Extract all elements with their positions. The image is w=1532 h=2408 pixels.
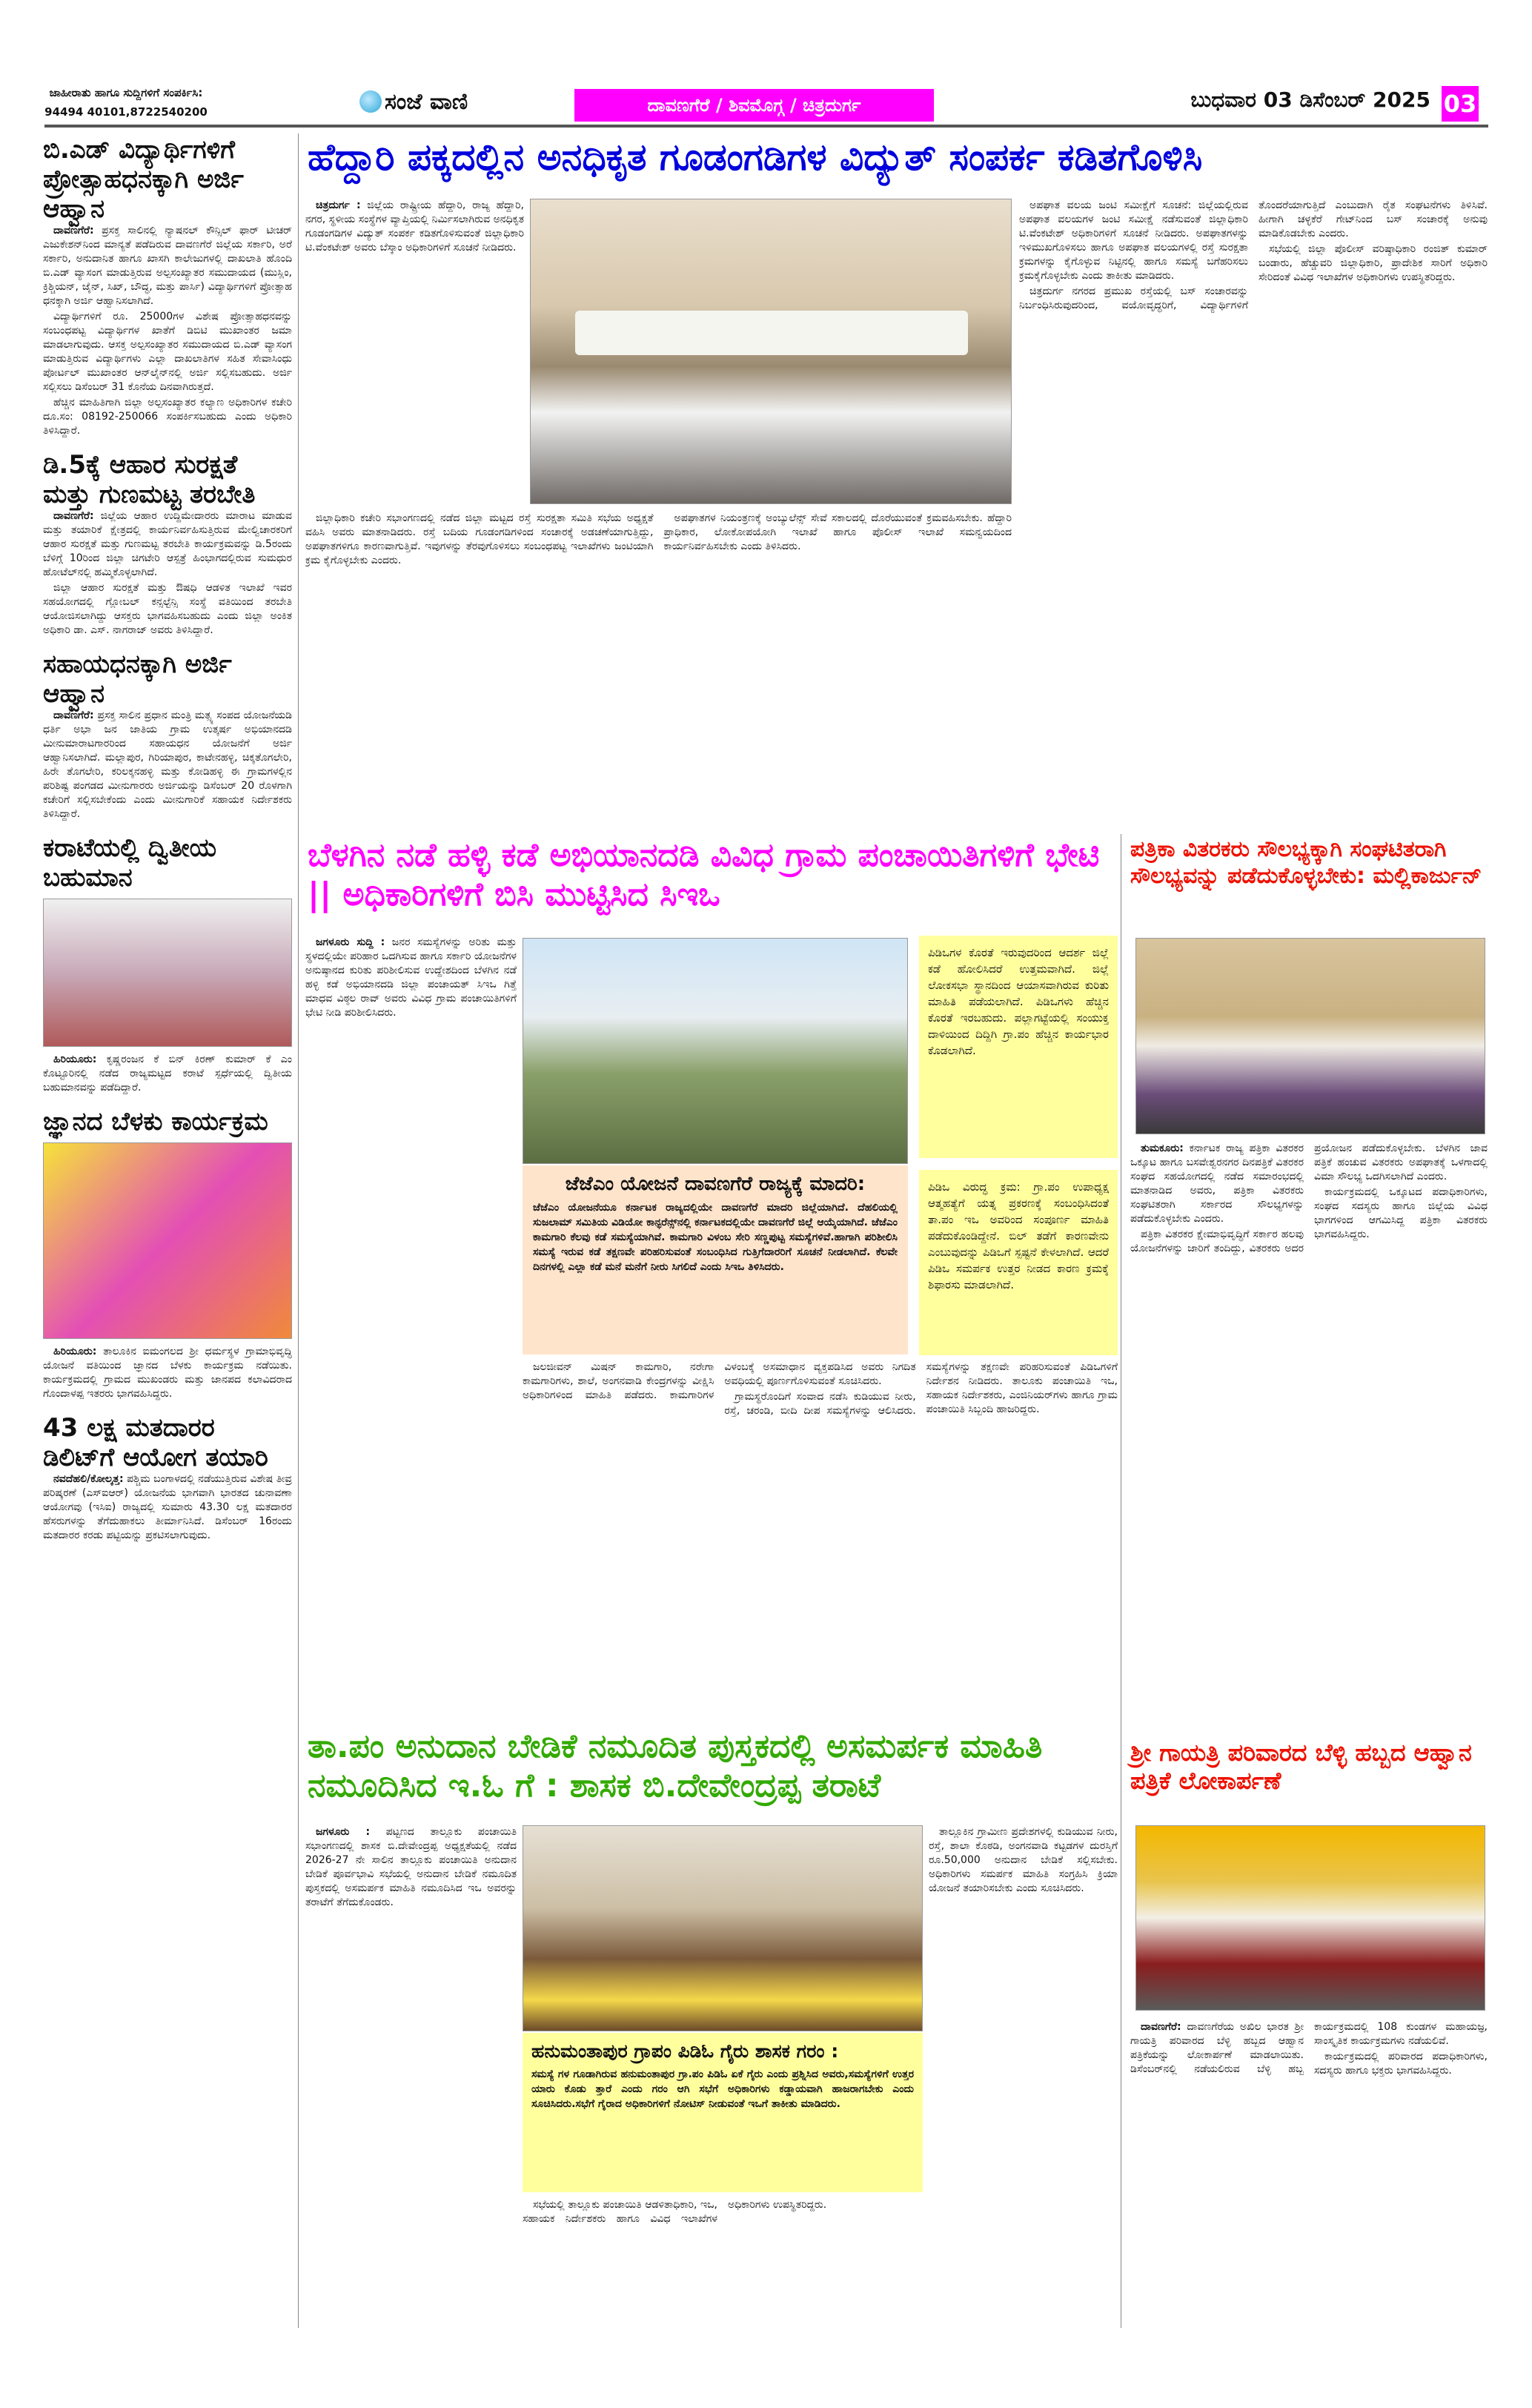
dateline: ಜಗಳೂರು :	[316, 1826, 371, 1838]
pdo-shortage-box: ಪಿಡಿಒಗಳ ಕೊರತೆ ಇರುವುದರಿಂದ ಆದರ್ಶ ಜಿಲ್ಲೆ ಕಡೆ ಹೋಲಿಸಿದರೆ ಉತ್ತಮವಾಗಿದೆ. ಜಿಲ್ಲೆ ಲೋಕಸಭಾ ಸ್ಥಾನದಿಂದ ಆಯಾಸವಾಗಿರುವ ಕುರಿತು ಮಾಹಿತಿ ಪಡೆಯಲಾಗಿದೆ. ಪಿಡಿಒಗಳು ಹೆಚ್ಚಿನ ಕೊರತೆ ಇರಬಹುದು. ಪಲ್ಲಾಗಟ್ಟೆಯಲ್ಲಿ ಸಂಯುಕ್ತ ದಾಳಿಯಿಂದ ದಿದ್ದಿಗಿ ಗ್ರಾ.ಪಂ ಹೆಚ್ಚಿನ ಕಾರ್ಯಭಾರ ಕೊಡಲಾಗಿದೆ.	[919, 936, 1118, 1158]
pdo-action-box: ಪಿಡಿಒ ವಿರುದ್ಧ ಕ್ರಮ: ಗ್ರಾ.ಪಂ ಉಪಾಧ್ಯಕ್ಷ ಆತ್ಮಹತ್ಯೆಗೆ ಯತ್ನ ಪ್ರಕರಣಕ್ಕೆ ಸಂಬಂಧಿಸಿದಂತೆ ತಾ.ಪಂ ಇಒ ಅವರಿಂದ ಸಂಪೂರ್ಣ ಮಾಹಿತಿ ಪಡೆದುಕೊಂಡಿದ್ದೇನೆ. ಬಿಲ್ ತಡೆಗೆ ಕಾರಣವೇನು ಎಂಬುವುದನ್ನು ಪಿಡಿಒಗೆ ಸ್ಪಷ್ಟನೆ ಕೇಳಲಾಗಿದೆ. ಆದರೆ ಪಿಡಿಒ ಸಮರ್ಪಕ ಉತ್ತರ ನೀಡದ ಕಾರಣ ಕ್ರಮಕ್ಕೆ ಶಿಫಾರಸು ಮಾಡಲಾಗಿದೆ.	[919, 1170, 1118, 1355]
paragraph-text: ಜಿಲ್ಲೆಯ ಆಹಾರ ಉದ್ದಿಮೇದಾರರು ಮಾರಾಟ ಮಾಡುವ ಮತ್ತು ತಯಾರಿಕೆ ಕ್ಷೇತ್ರದಲ್ಲಿ ಕಾರ್ಯನಿರ್ವಹಿಸುತ್ತಿರುವ ಮೇಲ್ವಿಚಾರಕರಿಗೆ ಆಹಾರ ಸುರಕ್ಷತೆ ಮತ್ತು ಗುಣಮಟ್ಟ ತರಬೇತಿ ಕಾರ್ಯಕ್ರಮವನ್ನು ಡಿ.5ರಂದು ಬೆಳಿಗ್ಗೆ 10ರಿಂದ ಜಿಲ್ಲಾ ಚಿಗಟೇರಿ ಆಸ್ಪತ್ರೆ ಹಿಂಭಾಗದಲ್ಲಿರುವ ಸುಮಧುರ ಹೋಟೆಲ್‌ನಲ್ಲಿ ಹಮ್ಮಿಕೊಳ್ಳಲಾಗಿದೆ.	[43, 510, 292, 578]
article-paragraph	[43, 310, 292, 394]
article-paragraph	[43, 224, 292, 308]
left-article	[43, 135, 292, 440]
paragraph-text: ಪ್ರಸಕ್ತ ಸಾಲಿನಲ್ಲಿ ನ್ಯಾಷನಲ್ ಕೌನ್ಸಿಲ್ ಫಾರ್ ಟೀಚರ್ ಎಜುಕೇಶನ್‌ನಿಂದ ಮಾನ್ಯತೆ ಪಡೆದಿರುವ ದಾವಣಗೆರೆ ಜಿಲ್ಲೆಯ ಸರ್ಕಾರಿ, ಅರೆ ಸರ್ಕಾರಿ, ಅನುದಾನಿತ ಹಾಗೂ ಖಾಸಗಿ ಕಾಲೇಜುಗಳಲ್ಲಿ ದಾಖಲಾತಿ ಹೊಂದಿ ಬಿ.ಎಡ್ ವ್ಯಾಸಂಗ ಮಾಡುತ್ತಿರುವ ಅಲ್ಪಸಂಖ್ಯಾತರ ಸಮುದಾಯದ (ಮುಸ್ಲಿಂ, ಕ್ರಿಶ್ಚಿಯನ್, ಜೈನ್, ಸಿಖ್, ಬೌದ್ಧ, ಮತ್ತು ಪಾರ್ಸಿ) ವಿದ್ಯಾರ್ಥಿಗಳಿಗೆ ಪ್ರೋತ್ಸಾಹ ಧನಕ್ಕಾಗಿ ಅರ್ಜಿ ಆಹ್ವಾನಿಸಲಾಗಿದೆ.	[43, 225, 292, 307]
paragraph-text: ಕಾರ್ಯಕ್ರಮದಲ್ಲಿ ಒಕ್ಕೂಟದ ಪದಾಧಿಕಾರಿಗಳು, ಸಂಘದ ಸದಸ್ಯರು ಹಾಗೂ ಜಿಲ್ಲೆಯ ವಿವಿಧ ಭಾಗಗಳಿಂದ ಆಗಮಿಸಿದ್ದ ಪತ್ರಿಕಾ ವಿತರಕರು ಭಾಗವಹಿಸಿದ್ದರು.	[1314, 1186, 1488, 1240]
paragraph-text: ಸಭೆಯಲ್ಲಿ ತಾಲ್ಲೂಕು ಪಂಚಾಯಿತಿ ಆಡಳಿತಾಧಿಕಾರಿ, ಇಒ, ಸಹಾಯಕ ನಿರ್ದೇಶಕರು ಹಾಗೂ ವಿವಿಧ ಇಲಾಖೆಗಳ ಅಧಿಕಾರಿಗಳು ಉಪಸ್ಥಿತರಿದ್ದರು.	[523, 2199, 827, 2225]
left-article-body	[43, 709, 292, 823]
right1-headline: ಪತ್ರಿಕಾ ವಿತರಕರು ಸೌಲಭ್ಯಕ್ಕಾಗಿ ಸಂಘಟಿತರಾಗಿ ಸೌಲಭ್ಯವನ್ನು ಪಡೆದುಕೊಳ್ಳಬೇಕು: ಮಲ್ಲಿಕಾರ್ಜುನ್	[1130, 836, 1482, 889]
meeting-photo	[530, 199, 1012, 504]
left-article	[43, 1107, 292, 1403]
hanumanthapura-box	[523, 2033, 923, 2192]
masthead-logo	[359, 83, 478, 120]
article-paragraph	[43, 581, 292, 638]
dateline: ದಾವಣಗೆರೆ:	[53, 225, 94, 236]
gayatri-event-photo	[1135, 1825, 1485, 2011]
karate-photo	[43, 899, 292, 1047]
left-article	[43, 450, 292, 639]
left-article-headline: ಜ್ಞಾನದ ಬೆಳಕು ಕಾರ್ಯಕ್ರಮ	[43, 1107, 268, 1137]
article-paragraph	[1259, 242, 1488, 285]
dateline: ಚಿತ್ರದುರ್ಗ :	[316, 199, 361, 211]
paragraph-text: ಅಪಘಾತ ವಲಯ ಜಂಟಿ ಸಮೀಕ್ಷೆಗೆ ಸೂಚನೆ: ಜಿಲ್ಲೆಯಲ್ಲಿರುವ ಅಪಘಾತ ವಲಯಗಳ ಜಂಟಿ ಸಮೀಕ್ಷೆ ನಡೆಸುವಂತೆ ಜಿಲ್ಲಾಧಿಕಾರಿ ಟಿ.ವೆಂಕಟೇಶ್ ಅಧಿಕಾರಿಗಳಿಗೆ ಸೂಚನೆ ನೀಡಿದರು. ಅಪಘಾತಗಳನ್ನು ಇಳಿಮುಖಗೊಳಿಸಲು ಹಾಗೂ ಅಪಘಾತ ವಲಯಗಳಲ್ಲಿ ರಸ್ತೆ ಸುರಕ್ಷತಾ ಕ್ರಮಗಳನ್ನು ಕೈಗೊಳ್ಳುವ ನಿಟ್ಟಿನಲ್ಲಿ ಹಾಗೂ ಸಮಸ್ಯೆ ಬಗೆಹರಿಸಲು ಕ್ರಮಕೈಗೊಳ್ಳಬೇಕು ಎಂದು ತಾಕೀತು ಮಾಡಿದರು.	[1019, 199, 1248, 282]
dateline: ತುಮಕೂರು:	[1141, 1142, 1184, 1154]
left-article-body	[43, 1053, 292, 1096]
bottom-story-headline: ತಾ.ಪಂ ಅನುದಾನ ಬೇಡಿಕೆ ನಮೂದಿತ ಪುಸ್ತಕದಲ್ಲಿ ಅಸಮರ್ಪಕ ಮಾಹಿತಿ ನಮೂದಿಸಿದ ಇ.ಓ ಗೆ : ಶಾಸಕ ಬಿ.ದೇವೇಂದ್ರಪ್ಪ ತರಾಟೆ	[308, 1727, 1043, 1805]
right2-headline: ಶ್ರೀ ಗಾಯತ್ರಿ ಪರಿವಾರದ ಬೆಳ್ಳಿ ಹಬ್ಬದ ಆಹ್ವಾನ ಪತ್ರಿಕೆ ಲೋಕಾರ್ಪಣೆ	[1130, 1739, 1472, 1796]
left-article	[43, 649, 292, 823]
paragraph-text: ಜಿಲ್ಲಾ ಆಹಾರ ಸುರಕ್ಷತೆ ಮತ್ತು ಔಷಧಿ ಆಡಳಿತ ಇಲಾಖೆ ಇವರ ಸಹಯೋಗದಲ್ಲಿ ಗ್ಲೋಬಲ್ ಕನ್ಸಲ್ಟೆನ್ಸಿ ಸಂಸ್ಥೆ ವತಿಯಿಂದ ತರಬೇತಿ ಆಯೋಜಿಸಲಾಗಿದ್ದು ಆಸಕ್ತರು ಭಾಗವಹಿಸಬಹುದು ಎಂದು ಜಿಲ್ಲಾ ಅಂಕಿತ ಅಧಿಕಾರಿ ಡಾ. ಎಸ್. ನಾಗರಾಜ್ ಅವರು ತಿಳಿಸಿದ್ದಾರೆ.	[43, 582, 292, 636]
left-article-headline: 43 ಲಕ್ಷ ಮತದಾರರ ಡಿಲಿಟ್‌ಗೆ ಆಯೋಗ ತಯಾರಿ	[43, 1413, 268, 1472]
edition-banner: ದಾವಣಗೆರೆ / ಶಿವಮೊಗ್ಗ / ಚಿತ್ರದುರ್ಗ	[574, 89, 934, 122]
left-article-body	[43, 509, 292, 639]
contact-phones: 94494 40101,8722540200	[44, 105, 208, 119]
paragraph-text: ವಿದ್ಯಾರ್ಥಿಗಳಿಗೆ ರೂ. 25000ಗಳ ವಿಶೇಷ ಪ್ರೋತ್ಸಾಹಧನವನ್ನು ಸಂಬಂಧಪಟ್ಟ ವಿದ್ಯಾರ್ಥಿಗಳ ಖಾತೆಗೆ ಡಿಬಿಟಿ ಮುಖಾಂತರ ಜಮಾ ಮಾಡಲಾಗುವುದು. ಆಸಕ್ತ ಅಲ್ಪಸಂಖ್ಯಾತರ ಸಮುದಾಯದ ಬಿ.ಎಡ್ ವ್ಯಾಸಂಗ ಮಾಡುತ್ತಿರುವ ವಿದ್ಯಾರ್ಥಿಗಳು ಎಲ್ಲಾ ದಾಖಲಾತಿಗಳ ಸಹಿತ ಸೇವಾಸಿಂಧು ಪೋರ್ಟಲ್ ಮುಖಾಂತರ ಆನ್‌ಲೈನ್‌ನಲ್ಲಿ ಅರ್ಜಿ ಸಲ್ಲಿಸಬಹುದು. ಅರ್ಜಿ ಸಲ್ಲಿಸಲು ಡಿಸೆಂಬರ್ 31 ಕೊನೆಯ ದಿನವಾಗಿರುತ್ತದೆ.	[43, 311, 292, 393]
paragraph-text: ಪಶ್ಚಿಮ ಬಂಗಾಳದಲ್ಲಿ ನಡೆಯುತ್ತಿರುವ ವಿಶೇಷ ತೀವ್ರ ಪರಿಷ್ಕರಣೆ (ಎಸ್‌ಐಆರ್) ಯೋಜನೆಯ ಭಾಗವಾಗಿ ಭಾರತದ ಚುನಾವಣಾ ಆಯೋಗವು (ಇಸಿಐ) ರಾಜ್ಯದಲ್ಲಿ ಸುಮಾರು 43.30 ಲಕ್ಷ ಮತದಾರರ ಹೆಸರುಗಳನ್ನು ತೆಗೆದುಹಾಕಲು ತೀರ್ಮಾನಿಸಿದೆ. ಡಿಸೆಂಬರ್ 16ರಂದು ಮತದಾರರ ಕರಡು ಪಟ್ಟಿಯನ್ನು ಪ್ರಕಟಿಸಲಾಗುವುದು.	[43, 1473, 292, 1541]
paragraph-text: ಪ್ರಸಕ್ತ ಸಾಲಿನ ಪ್ರಧಾನ ಮಂತ್ರಿ ಮತ್ಸ್ಯ ಸಂಪದ ಯೋಜನೆಯಡಿ ಧರ್ತಿ ಅಭಾ ಜನ ಜಾತಿಯ ಗ್ರಾಮ ಉತ್ಕರ್ಷ ಅಭಿಯಾನದಡಿ ಮೀನುಮಾರಾಟಗಾರರಿಂದ ಸಹಾಯಧನ ಯೋಜನೆಗೆ ಅರ್ಜಿ ಆಹ್ವಾನಿಸಲಾಗಿದೆ. ಮಲ್ಲಾಪುರ, ಗಿರಿಯಾಪುರ, ಕಾಟೇನಹಳ್ಳಿ, ಚಿಕ್ಕತೊಗಲೇರಿ, ಹಿರೇ ತೊಗಲೇರಿ, ಕರಿಲಕ್ಕನಹಳ್ಳಿ ಮತ್ತು ಕೋಡಿಹಳ್ಳಿ ಈ ಗ್ರಾಮಗಳಲ್ಲಿನ ಪರಿಶಿಷ್ಟ ಪಂಗಡದ ಮೀನುಗಾರರು ಅರ್ಜಿಯನ್ನು ಡಿಸೆಂಬರ್ 20 ರೊಳಗಾಗಿ ಕಚೇರಿಗೆ ಸಲ್ಲಿಸಬೇಕೆಂದು ಎಂದು ಮೀನುಗಾರಿಕೆ ಸಹಾಯಕ ನಿರ್ದೇಶಕರು ತಿಳಿಸಿದ್ದಾರೆ.	[43, 710, 292, 820]
jjm-box-text: ಜೆಜೆಎಂ ಯೋಜನೆಯೂ ಕರ್ನಾಟಕ ರಾಜ್ಯದಲ್ಲಿಯೇ ದಾವಣಗೆರೆ ಮಾದರಿ ಜಿಲ್ಲೆಯಾಗಿದೆ. ದೆಹಲಿಯಲ್ಲಿ ಸುಜಲಾಮ್ ಸಮಿತಿಯ ವಿಡಿಯೋ ಕಾನ್ಫರೆನ್ಸ್‌ನಲ್ಲಿ ಕರ್ನಾಟಕದಲ್ಲಿಯೇ ದಾವಣಗೆರೆ ಜಿಲ್ಲೆ ಆಯ್ಕೆಯಾಗಿದೆ. ಜೆಜೆಎಂ ಕಾಮಗಾರಿ ಕೆಲವು ಕಡೆ ಸಮಸ್ಯೆಯಾಗಿವೆ. ಕಾಮಗಾರಿ ವಿಳಂಬ ಸೇರಿ ಸಣ್ಣಪುಟ್ಟ ಸಮಸ್ಯೆಗಳಿವೆ.ಹಾಗಾಗಿ ಪರಿಶೀಲಿಸಿ ಸಮಸ್ಯೆ ಇರುವ ಕಡೆ ತಕ್ಷಣವೇ ಪರಿಹರಿಸುವಂತೆ ಸಂಬಂಧಿಸಿದ ಗುತ್ತಿಗೆದಾರರಿಗೆ ಸೂಚನೆ ನೀಡಲಾಗಿದೆ. ಕೆಲವೇ ದಿನಗಳಲ್ಲಿ ಎಲ್ಲಾ ಕಡೆ ಮನೆ ಮನೆಗೆ ನೀರು ಸಿಗಲಿದೆ ಎಂದು ಸಿಇಒ ತಿಳಿಸಿದರು.	[533, 1202, 898, 1274]
article-paragraph	[664, 512, 1012, 554]
paragraph-text: ಜಲಜೀವನ್ ಮಿಷನ್ ಕಾಮಗಾರಿ, ನರೇಗಾ ಕಾಮಗಾರಿಗಳು, ಶಾಲೆ, ಅಂಗನವಾಡಿ ಕೇಂದ್ರಗಳನ್ನು ವೀಕ್ಷಿಸಿ ಅಧಿಕಾರಿಗಳಿಂದ ಮಾಹಿತಿ ಪಡೆದರು. ಕಾಮಗಾರಿಗಳ ವಿಳಂಬಕ್ಕೆ ಅಸಮಾಧಾನ ವ್ಯಕ್ತಪಡಿಸಿದ ಅವರು ನಿಗದಿತ ಅವಧಿಯಲ್ಲಿ ಪೂರ್ಣಗೊಳಿಸುವಂತೆ ಸೂಚಿಸಿದರು.	[523, 1361, 916, 1401]
paragraph-text: ಕೃಷ್ಣರಂಜನ ಕೆ ಬಿನ್ ಕಿರಣ್ ಕುಮಾರ್ ಕೆ ಎಂ ಕೊಟ್ಟೂರಿನಲ್ಲಿ ನಡೆದ ರಾಜ್ಯಮಟ್ಟದ ಕರಾಟೆ ಸ್ಪರ್ಧೆಯಲ್ಲಿ ದ್ವಿತೀಯ ಬಹುಮಾನವನ್ನು ಪಡೆದಿದ್ದಾರೆ.	[43, 1054, 292, 1094]
paragraph-text: ಚಿತ್ರದುರ್ಗ ನಗರದ ಪ್ರಮುಖ ರಸ್ತೆಯಲ್ಲಿ ಬಸ್ ಸಂಚಾರವನ್ನು ನಿರ್ಬಂಧಿಸಿರುವುದರಿಂದ, ವಯೋವೃದ್ಧರಿಗೆ, ವಿದ್ಯಾರ್ಥಿಗಳಿಗೆ ತೊಂದರೆಯಾಗುತ್ತಿದೆ ಎಂಬುದಾಗಿ ರೈತ ಸಂಘಟನೆಗಳು ತಿಳಿಸಿವೆ. ಹೀಗಾಗಿ ಚಳ್ಳಕೆರೆ ಗೇಟ್‌ನಿಂದ ಬಸ್ ಸಂಚಾರಕ್ಕೆ ಅನುವು ಮಾಡಿಕೊಡಬೇಕು ಎಂದರು.	[1019, 199, 1488, 311]
dateline: ದಾವಣಗೆರೆ:	[53, 510, 94, 522]
issue-date: ಬುಧವಾರ 03 ಡಿಸೆಂಬರ್ 2025	[1190, 87, 1430, 112]
right2-body	[1130, 2020, 1488, 2329]
paragraph-text: ಜಿಲ್ಲೆಯ ರಾಷ್ಟ್ರೀಯ ಹೆದ್ದಾರಿ, ರಾಜ್ಯ ಹೆದ್ದಾರಿ, ನಗರ, ಸ್ಥಳೀಯ ಸಂಸ್ಥೆಗಳ ವ್ಯಾಪ್ತಿಯಲ್ಲಿ ನಿರ್ಮಿಸಲಾಗಿರುವ ಅನಧಿಕೃತ ಗೂಡಂಗಡಿಗಳ ವಿದ್ಯುತ್ ಸಂಪರ್ಕ ಕಡಿತಗೊಳಿಸುವಂತೆ ಜಿಲ್ಲಾಧಿಕಾರಿ ಟಿ.ವೆಂಕಟೇಶ್ ಅವರು ಬೆಸ್ಕಾಂ ಅಧಿಕಾರಿಗಳಿಗೆ ಸೂಚನೆ ನೀಡಿದರು.	[305, 199, 524, 254]
bottom-story-right-col	[929, 1825, 1118, 2329]
paragraph-text: ಹೆಚ್ಚಿನ ಮಾಹಿತಿಗಾಗಿ ಜಿಲ್ಲಾ ಅಲ್ಪಸಂಖ್ಯಾತರ ಕಲ್ಯಾಣ ಅಧಿಕಾರಿಗಳ ಕಚೇರಿ ದೂ.ಸಂ: 08192-250066 ಸಂಪರ್ಕಿಸಬಹುದು ಎಂದು ಅಧಿಕಾರಿ ತಿಳಿಸಿದ್ದಾರೆ.	[43, 397, 292, 437]
mid-story-col1	[305, 936, 517, 1710]
hanumanthapura-box-text: ಸಮಸ್ಯೆ ಗಳ ಗೂಡಾಗಿರುವ ಹನುಮಂತಾಪುರ ಗ್ರಾ.ಪಂ ಪಿಡಿಓ ಏಕೆ ಗೈರು ಎಂದು ಪ್ರಶ್ನಿಸಿದ ಅವರು,ಸಮಸ್ಯೆಗಳಿಗೆ ಉತ್ತರ ಯಾರು ಕೊಡು ತ್ತಾರೆ ಎಂದು ಗರಂ ಆಗಿ ಸಭೆಗೆ ಅಧಿಕಾರಿಗಳು ಕಡ್ಡಾಯವಾಗಿ ಹಾಜರಾಗಬೇಕು ಎಂದು ಸೂಚಿಸಿದರು.ಸಭೆಗೆ ಗೈರಾದ ಅಧಿಕಾರಿಗಳಿಗೆ ನೋಟಿಸ್ ನೀಡುವಂತೆ ಇಒಗೆ ತಾಕೀತು ಮಾಡಿದರು.	[531, 2068, 914, 2110]
village-visit-photo	[523, 938, 908, 1164]
article-paragraph	[43, 1053, 292, 1095]
left-article	[43, 1413, 292, 1544]
article-paragraph	[1314, 2050, 1488, 2078]
article-paragraph	[43, 1345, 292, 1401]
left-article-body	[43, 1472, 292, 1544]
paragraph-text: ಕರ್ನಾಟಕ ರಾಜ್ಯ ಪತ್ರಿಕಾ ವಿತರಕರ ಒಕ್ಕೂಟ ಹಾಗೂ ಬಸವೇಶ್ವರನಗರ ದಿನಪತ್ರಿಕೆ ವಿತರಕರ ಸಂಘದ ಸಹಯೋಗದಲ್ಲಿ ನಡೆದ ಸಮಾರಂಭದಲ್ಲಿ ಮಾತನಾಡಿದ ಅವರು, ಪತ್ರಿಕಾ ವಿತರಕರು ಸಂಘಟಿತರಾಗಿ ಸರ್ಕಾರದ ಸೌಲಭ್ಯಗಳನ್ನು ಪಡೆದುಕೊಳ್ಳಬೇಕು ಎಂದರು.	[1130, 1142, 1304, 1225]
article-paragraph	[1130, 1142, 1304, 1226]
ad-contact	[44, 83, 208, 122]
jjm-box-title: ಜೆಜೆಎಂ ಯೋಜನೆ ದಾವಣಗೆರೆ ರಾಜ್ಯಕ್ಕೆ ಮಾದರಿ:	[565, 1173, 866, 1195]
left-article-body	[43, 1345, 292, 1403]
bottom-story-col1	[305, 1825, 517, 2329]
article-paragraph	[305, 1825, 517, 1910]
paragraph-text: ಸಭೆಯಲ್ಲಿ ಜಿಲ್ಲಾ ಪೊಲೀಸ್ ವರಿಷ್ಠಾಧಿಕಾರಿ ರಂಜಿತ್ ಕುಮಾರ್ ಬಂಡಾರು, ಹೆಚ್ಚುವರಿ ಜಿಲ್ಲಾಧಿಕಾರಿ, ಪ್ರಾದೇಶಿಕ ಸಾರಿಗೆ ಅಧಿಕಾರಿ ಸೇರಿದಂತೆ ವಿವಿಧ ಇಲಾಖೆಗಳ ಅಧಿಕಾರಿಗಳು ಉಪಸ್ಥಿತರಿದ್ದರು.	[1259, 243, 1488, 283]
jnana-belaku-photo	[43, 1142, 292, 1339]
left-article-headline: ಸಹಾಯಧನಕ್ಕಾಗಿ ಅರ್ಜಿ ಆಹ್ವಾನ	[43, 649, 232, 709]
paragraph-text: ದಾವಣಗೆರೆಯ ಅಖಿಲ ಭಾರತ ಶ್ರೀ ಗಾಯತ್ರಿ ಪರಿವಾರದ ಬೆಳ್ಳಿ ಹಬ್ಬದ ಆಹ್ವಾನ ಪತ್ರಿಕೆಯನ್ನು ಲೋಕಾರ್ಪಣೆ ಮಾಡಲಾಯಿತು. ಡಿಸೆಂಬರ್‌ನಲ್ಲಿ ನಡೆಯಲಿರುವ ಬೆಳ್ಳಿ ಹಬ್ಬ ಕಾರ್ಯಕ್ರಮದಲ್ಲಿ 108 ಕುಂಡಗಳ ಮಹಾಯಜ್ಞ, ಸಾಂಸ್ಕೃತಿಕ ಕಾರ್ಯಕ್ರಮಗಳು ನಡೆಯಲಿವೆ.	[1130, 2021, 1488, 2075]
left-article	[43, 833, 292, 1096]
dateline: ಹಿರಿಯೂರು:	[53, 1346, 97, 1357]
dateline: ಹಿರಿಯೂರು:	[53, 1054, 97, 1065]
paragraph-text: ಪತ್ರಿಕಾ ವಿತರಕರ ಕ್ಷೇಮಾಭಿವೃದ್ಧಿಗೆ ಸರ್ಕಾರ ಹಲವು ಯೋಜನೆಗಳನ್ನು ಜಾರಿಗೆ ತಂದಿದ್ದು, ವಿತರಕರು ಅದರ ಪ್ರಯೋಜನ ಪಡೆದುಕೊಳ್ಳಬೇಕು. ಬೆಳಗಿನ ಜಾವ ಪತ್ರಿಕೆ ಹಂಚುವ ವಿತರಕರು ಅಪಘಾತಕ್ಕೆ ಒಳಗಾದಲ್ಲಿ ವಿಮಾ ಸೌಲಭ್ಯ ಒದಗಿಸಲಾಗಿದೆ ಎಂದರು.	[1130, 1142, 1488, 1254]
article-paragraph	[43, 1472, 292, 1543]
paragraph-text: ಜನರ ಸಮಸ್ಯೆಗಳನ್ನು ಅರಿತು ಮತ್ತು ಸ್ಥಳದಲ್ಲಿಯೇ ಪರಿಹಾರ ಒದಗಿಸುವ ಹಾಗೂ ಸರ್ಕಾರಿ ಯೋಜನೆಗಳ ಅನುಷ್ಠಾನದ ಕುರಿತು ಪರಿಶೀಲಿಸುವ ಉದ್ದೇಶದಿಂದ ಬೆಳಗಿನ ನಡೆ ಹಳ್ಳಿ ಕಡೆ ಅಭಿಯಾನದಡಿ ಜಿಲ್ಲಾ ಪಂಚಾಯತ್ ಸಿಇಒ ಗಿತ್ತೆ ಮಾಧವ ವಿಠ್ಠಲ ರಾವ್ ಅವರು ವಿವಿಧ ಗ್ರಾಮ ಪಂಚಾಯಿತಿಗಳಿಗೆ ಭೇಟಿ ನೀಡಿ ಪರಿಶೀಲಿಸಿದರು.	[305, 936, 517, 1019]
contact-label: ಜಾಹೀರಾತು ಹಾಗೂ ಸುದ್ದಿಗಳಿಗೆ ಸಂಪರ್ಕಿಸಿ:	[49, 86, 203, 99]
paragraph-text: ಜಿಲ್ಲಾಧಿಕಾರಿ ಕಚೇರಿ ಸಭಾಂಗಣದಲ್ಲಿ ನಡೆದ ಜಿಲ್ಲಾ ಮಟ್ಟದ ರಸ್ತೆ ಸುರಕ್ಷತಾ ಸಮಿತಿ ಸಭೆಯ ಅಧ್ಯಕ್ಷತೆ ವಹಿಸಿ ಅವರು ಮಾತನಾಡಿದರು. ರಸ್ತೆ ಬದಿಯ ಗೂಡಂಗಡಿಗಳಿಂದ ಸಂಚಾರಕ್ಕೆ ಅಡಚಣೆಯಾಗುತ್ತಿದ್ದು, ಅಪಘಾತಗಳಿಗೂ ಕಾರಣವಾಗುತ್ತಿವೆ. ಇವುಗಳನ್ನು ತೆರವುಗೊಳಿಸಲು ಸಂಬಂಧಪಟ್ಟ ಇಲಾಖೆಗಳು ಜಂಟಿಯಾಗಿ ಕ್ರಮ ಕೈಗೊಳ್ಳಬೇಕು ಎಂದರು.	[305, 512, 654, 566]
paragraph-text: ತಾಲೂಕಿನ ಐಮಂಗಲದ ಶ್ರೀ ಧರ್ಮಸ್ಥಳ ಗ್ರಾಮಾಭಿವೃದ್ಧಿ ಯೋಜನೆ ವತಿಯಿಂದ ಜ್ಞಾನದ ಬೆಳಕು ಕಾರ್ಯಕ್ರಮ ನಡೆಯಿತು. ಕಾರ್ಯಕ್ರಮದಲ್ಲಿ ಗ್ರಾಮದ ಮುಖಂಡರು ಮತ್ತು ಜಾನಪದ ಕಲಾವಿದರಾದ ಗೊಂದಾಳಪ್ಪ ಇತರರು ಭಾಗವಹಿಸಿದ್ದರು.	[43, 1346, 292, 1400]
paragraph-text: ತಾಲ್ಲೂಕಿನ ಗ್ರಾಮೀಣ ಪ್ರದೇಶಗಳಲ್ಲಿ ಕುಡಿಯುವ ನೀರು, ರಸ್ತೆ, ಶಾಲಾ ಕೊಠಡಿ, ಅಂಗನವಾಡಿ ಕಟ್ಟಡಗಳ ದುರಸ್ತಿಗೆ ರೂ.50,000 ಅನುದಾನ ಬೇಡಿಕೆ ಸಲ್ಲಿಸಬೇಕು. ಅಧಿಕಾರಿಗಳು ಸಮರ್ಪಕ ಮಾಹಿತಿ ಸಂಗ್ರಹಿಸಿ ಕ್ರಿಯಾ ಯೋಜನೆ ತಯಾರಿಸಬೇಕು ಎಂದು ಸೂಚಿಸಿದರು.	[929, 1826, 1118, 1894]
globe-icon	[359, 90, 382, 113]
paragraph-text: ಕಾರ್ಯಕ್ರಮದಲ್ಲಿ ಪರಿವಾರದ ಪದಾಧಿಕಾರಿಗಳು, ಸದಸ್ಯರು ಹಾಗೂ ಭಕ್ತರು ಭಾಗವಹಿಸಿದ್ದರು.	[1314, 2051, 1488, 2077]
article-paragraph	[305, 199, 524, 255]
article-paragraph	[43, 709, 292, 821]
hanumanthapura-box-title: ಹನುಮಂತಾಪುರ ಗ್ರಾಪಂ ಪಿಡಿಓ ಗೈರು ಶಾಸಕ ಗರಂ :	[531, 2040, 839, 2062]
dateline: ದಾವಣಗೆರೆ:	[1141, 2021, 1181, 2033]
bottom-story-body	[523, 2198, 923, 2329]
right1-body	[1130, 1142, 1488, 1713]
article-paragraph	[43, 509, 292, 580]
column-divider	[298, 133, 299, 2328]
mid-story-headline: ಬೆಳಗಿನ ನಡೆ ಹಳ್ಳಿ ಕಡೆ ಅಭಿಯಾನದಡಿ ವಿವಿಧ ಗ್ರಾಮ ಪಂಚಾಯಿತಿಗಳಿಗೆ ಭೇಟಿ || ಅಧಿಕಾರಿಗಳಿಗೆ ಬಿಸಿ ಮುಟ್ಟಿಸಿದ ಸಿಇಒ	[308, 836, 1100, 913]
logo-text: ಸಂಜೆ ವಾಣಿ	[385, 88, 468, 115]
page-number: 03	[1442, 86, 1479, 122]
left-article-headline: ಕರಾಟೆಯಲ್ಲಿ ದ್ವಿತೀಯ ಬಹುಮಾನ	[43, 833, 217, 893]
dateline: ಜಗಳೂರು ಸುದ್ದಿ :	[316, 936, 385, 948]
article-paragraph	[43, 396, 292, 438]
mid-story-body	[523, 1360, 1118, 1713]
paragraph-text: ಅಪಘಾತಗಳ ನಿಯಂತ್ರಣಕ್ಕೆ ಅಂಬ್ಯುಲೆನ್ಸ್ ಸೇವೆ ಸಕಾಲದಲ್ಲಿ ದೊರೆಯುವಂತೆ ಕ್ರಮವಹಿಸಬೇಕು. ಹೆದ್ದಾರಿ ಪ್ರಾಧಿಕಾರ, ಲೋಕೋಪಯೋಗಿ ಇಲಾಖೆ ಹಾಗೂ ಪೊಲೀಸ್ ಇಲಾಖೆ ಸಮನ್ವಯದಿಂದ ಕಾರ್ಯನಿರ್ವಹಿಸಬೇಕು ಎಂದು ತಿಳಿಸಿದರು.	[663, 512, 1012, 552]
left-article-headline: ಬಿ.ಎಡ್ ವಿದ್ಯಾರ್ಥಿಗಳಿಗೆ ಪ್ರೋತ್ಸಾಹಧನಕ್ಕಾಗಿ ಅರ್ಜಿ ಆಹ್ವಾನ	[43, 135, 244, 224]
left-column	[43, 135, 292, 2329]
jjm-box	[523, 1165, 908, 1354]
article-paragraph	[305, 936, 517, 1020]
paragraph-text: ಪಟ್ಟಣದ ತಾಲ್ಲೂಕು ಪಂಚಾಯಿತಿ ಸಭಾಂಗಣದಲ್ಲಿ ಶಾಸಕ ಬಿ.ದೇವೇಂದ್ರಪ್ಪ ಅಧ್ಯಕ್ಷತೆಯಲ್ಲಿ ನಡೆದ 2026-27 ನೇ ಸಾಲಿನ ತಾಲ್ಲೂಕು ಪಂಚಾಯಿತಿ ಅನುದಾನ ಬೇಡಿಕೆ ಪೂರ್ವಭಾವಿ ಸಭೆಯಲ್ಲಿ ಅನುದಾನ ಬೇಡಿಕೆ ನಮೂದಿತ ಪುಸ್ತಕದಲ್ಲಿ ಅಸಮರ್ಪಕ ಮಾಹಿತಿ ನಮೂದಿಸಿದ ಇಒ ಅವರನ್ನು ತರಾಟೆಗೆ ತೆಗೆದುಕೊಂಡರು.	[305, 1826, 517, 1908]
top-story-body	[305, 512, 1012, 827]
left-article-headline: ಡಿ.5ಕ್ಕೆ ಆಹಾರ ಸುರಕ್ಷತೆ ಮತ್ತು ಗುಣಮಟ್ಟ ತರಬೇತಿ	[43, 450, 256, 509]
article-paragraph	[523, 2198, 923, 2226]
dateline: ದಾವಣಗೆರೆ:	[53, 710, 94, 721]
paragraph-text: ಗ್ರಾಮಸ್ಥರೊಂದಿಗೆ ಸಂವಾದ ನಡೆಸಿ ಕುಡಿಯುವ ನೀರು, ರಸ್ತೆ, ಚರಂಡಿ, ಬೀದಿ ದೀಪ ಸಮಸ್ಯೆಗಳನ್ನು ಆಲಿಸಿದರು. ಸಮಸ್ಯೆಗಳನ್ನು ತಕ್ಷಣವೇ ಪರಿಹರಿಸುವಂತೆ ಪಿಡಿಒಗಳಿಗೆ ನಿರ್ದೇಶನ ನೀಡಿದರು. ತಾಲೂಕು ಪಂಚಾಯಿತಿ ಇಒ, ಸಹಾಯಕ ನಿರ್ದೇಶಕರು, ಎಂಜಿನಿಯರ್‌ಗಳು ಹಾಗೂ ಗ್ರಾಮ ಪಂಚಾಯಿತಿ ಸಿಬ್ಬಂದಿ ಹಾಜರಿದ್ದರು.	[724, 1361, 1118, 1417]
distributors-photo	[1135, 938, 1485, 1134]
top-story-headline: ಹೆದ್ದಾರಿ ಪಕ್ಕದಲ್ಲಿನ ಅನಧಿಕೃತ ಗೂಡಂಗಡಿಗಳ ವಿದ್ಯುತ್ ಸಂಪರ್ಕ ಕಡಿತಗೊಳಿಸಿ	[308, 136, 1203, 179]
conference-table	[575, 311, 968, 355]
article-paragraph	[1019, 199, 1248, 283]
tp-meeting-photo	[523, 1825, 923, 2031]
article-paragraph	[305, 512, 654, 568]
article-paragraph	[1314, 1185, 1488, 1242]
article-paragraph	[929, 1825, 1118, 1896]
top-story-right-columns	[1019, 199, 1488, 827]
header-rule	[44, 125, 1488, 128]
dateline: ನವದೆಹಲಿ/ಕೋಲ್ಕತ್ತ:	[53, 1473, 124, 1485]
left-article-body	[43, 224, 292, 440]
top-story-col1	[305, 199, 524, 504]
